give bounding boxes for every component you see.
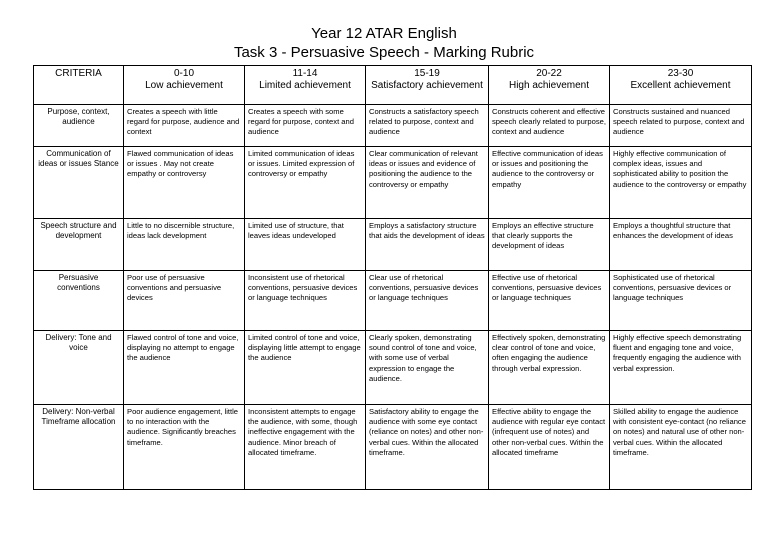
descriptor-cell: Clear use of rhetorical conventions, persuasive devices or language techniques bbox=[366, 271, 489, 331]
column-header-satisfactory bbox=[366, 66, 489, 105]
page-title: Year 12 ATAR English bbox=[311, 25, 457, 42]
criteria-communication: Communication of ideas or issues Stance bbox=[34, 147, 124, 219]
criteria-structure: Speech structure and development bbox=[34, 219, 124, 271]
descriptor-cell: Flawed control of tone and voice, displaying no attempt to engage the audience bbox=[124, 331, 245, 405]
achievement-level: High achievement bbox=[508, 80, 590, 91]
descriptor-cell: Little to no discernible structure, ideas lack development bbox=[124, 219, 245, 271]
descriptor-cell: Highly effective communication of complex ideas, issues and sophisticated ability to position the audience to the controversy or empathy bbox=[610, 147, 752, 219]
column-header-excellent bbox=[610, 66, 752, 105]
table-row bbox=[34, 405, 752, 490]
score-range: 20-22 bbox=[536, 68, 562, 79]
achievement-level: Low achievement bbox=[145, 80, 223, 91]
table-row bbox=[34, 219, 752, 271]
score-range: 11-14 bbox=[292, 68, 318, 79]
descriptor-cell: Employs a satisfactory structure that aids the development of ideas bbox=[366, 219, 489, 271]
descriptor-cell: Clear communication of relevant ideas or issues and evidence of positioning the audience to the controversy or empathy bbox=[366, 147, 489, 219]
descriptor-cell: Creates a speech with some regard for purpose, context and audience bbox=[245, 105, 366, 147]
achievement-level: Limited achievement bbox=[259, 80, 351, 91]
score-range: 0-10 bbox=[173, 68, 194, 79]
achievement-level: Satisfactory achievement bbox=[371, 80, 483, 91]
descriptor-cell: Limited use of structure, that leaves ideas undeveloped bbox=[245, 219, 366, 271]
column-header-limited bbox=[245, 66, 366, 105]
descriptor-cell: Skilled ability to engage the audience with consistent eye-contact (no reliance on notes) and natural use of other non-verbal cues. Within the allocated timeframe. bbox=[610, 405, 752, 490]
table-row bbox=[34, 147, 752, 219]
descriptor-cell: Employs an effective structure that clearly supports the development of ideas bbox=[489, 219, 610, 271]
header-row bbox=[34, 66, 752, 105]
descriptor-cell: Constructs a satisfactory speech related to purpose, context and audience bbox=[366, 105, 489, 147]
descriptor-cell: Limited communication of ideas or issues. Limited expression of controversy or empathy bbox=[245, 147, 366, 219]
descriptor-cell: Satisfactory ability to engage the audience with some eye contact (reliance on notes) and other non-verbal cues. Within the allocated timeframe. bbox=[366, 405, 489, 490]
criteria-persuasive: Persuasive conventions bbox=[34, 271, 124, 331]
column-header-label: CRITERIA bbox=[55, 68, 102, 79]
table-row bbox=[34, 331, 752, 405]
descriptor-cell: Effective ability to engage the audience with regular eye contact (infrequent use of notes) and other non-verbal cues. Within the allocated timeframe bbox=[489, 405, 610, 490]
table-row bbox=[34, 105, 752, 147]
descriptor-cell: Effective communication of ideas or issues and positioning the audience to the controversy or empathy bbox=[489, 147, 610, 219]
achievement-level: Excellent achievement bbox=[630, 80, 731, 91]
criteria-tone-voice: Delivery: Tone and voice bbox=[34, 331, 124, 405]
descriptor-cell: Limited control of tone and voice, displaying little attempt to engage the audience bbox=[245, 331, 366, 405]
descriptor-cell: Effective use of rhetorical conventions, persuasive devices or language techniques bbox=[489, 271, 610, 331]
table-row bbox=[34, 271, 752, 331]
descriptor-cell: Sophisticated use of rhetorical conventions, persuasive devices or language techniques bbox=[610, 271, 752, 331]
descriptor-cell: Inconsistent use of rhetorical conventions, persuasive devices or language techniques bbox=[245, 271, 366, 331]
descriptor-cell: Creates a speech with little regard for purpose, audience and context bbox=[124, 105, 245, 147]
descriptor-cell: Flawed communication of ideas or issues . May not create empathy or controversy bbox=[124, 147, 245, 219]
page-subtitle: Task 3 - Persuasive Speech - Marking Rubric bbox=[233, 44, 535, 61]
title-block bbox=[0, 24, 768, 62]
descriptor-cell: Effectively spoken, demonstrating clear control of tone and voice, often engaging the audience through verbal expression. bbox=[489, 331, 610, 405]
score-range: 15-19 bbox=[414, 68, 440, 79]
column-header-low bbox=[124, 66, 245, 105]
column-header-criteria bbox=[34, 66, 124, 105]
column-header-high bbox=[489, 66, 610, 105]
descriptor-cell: Employs a thoughtful structure that enhances the development of ideas bbox=[610, 219, 752, 271]
descriptor-cell: Highly effective speech demonstrating fluent and engaging tone and voice, frequently engaging the audience with verbal expression. bbox=[610, 331, 752, 405]
score-range: 23-30 bbox=[667, 68, 694, 79]
criteria-non-verbal: Delivery: Non-verbal Timeframe allocation bbox=[34, 405, 124, 490]
descriptor-cell: Poor audience engagement, little to no interaction with the audience. Significantly breaches timeframe. bbox=[124, 405, 245, 490]
descriptor-cell: Poor use of persuasive conventions and persuasive devices bbox=[124, 271, 245, 331]
criteria-purpose: Purpose, context, audience bbox=[34, 105, 124, 147]
descriptor-cell: Constructs sustained and nuanced speech related to purpose, context and audience bbox=[610, 105, 752, 147]
descriptor-cell: Constructs coherent and effective speech clearly related to purpose, context and audience bbox=[489, 105, 610, 147]
descriptor-cell: Clearly spoken, demonstrating sound control of tone and voice, with some use of verbal expression to engage the audience. bbox=[366, 331, 489, 405]
descriptor-cell: Inconsistent attempts to engage the audience, with some, though ineffective engagement with the audience. Minor breach of allocated timeframe. bbox=[245, 405, 366, 490]
rubric-table bbox=[33, 65, 752, 490]
